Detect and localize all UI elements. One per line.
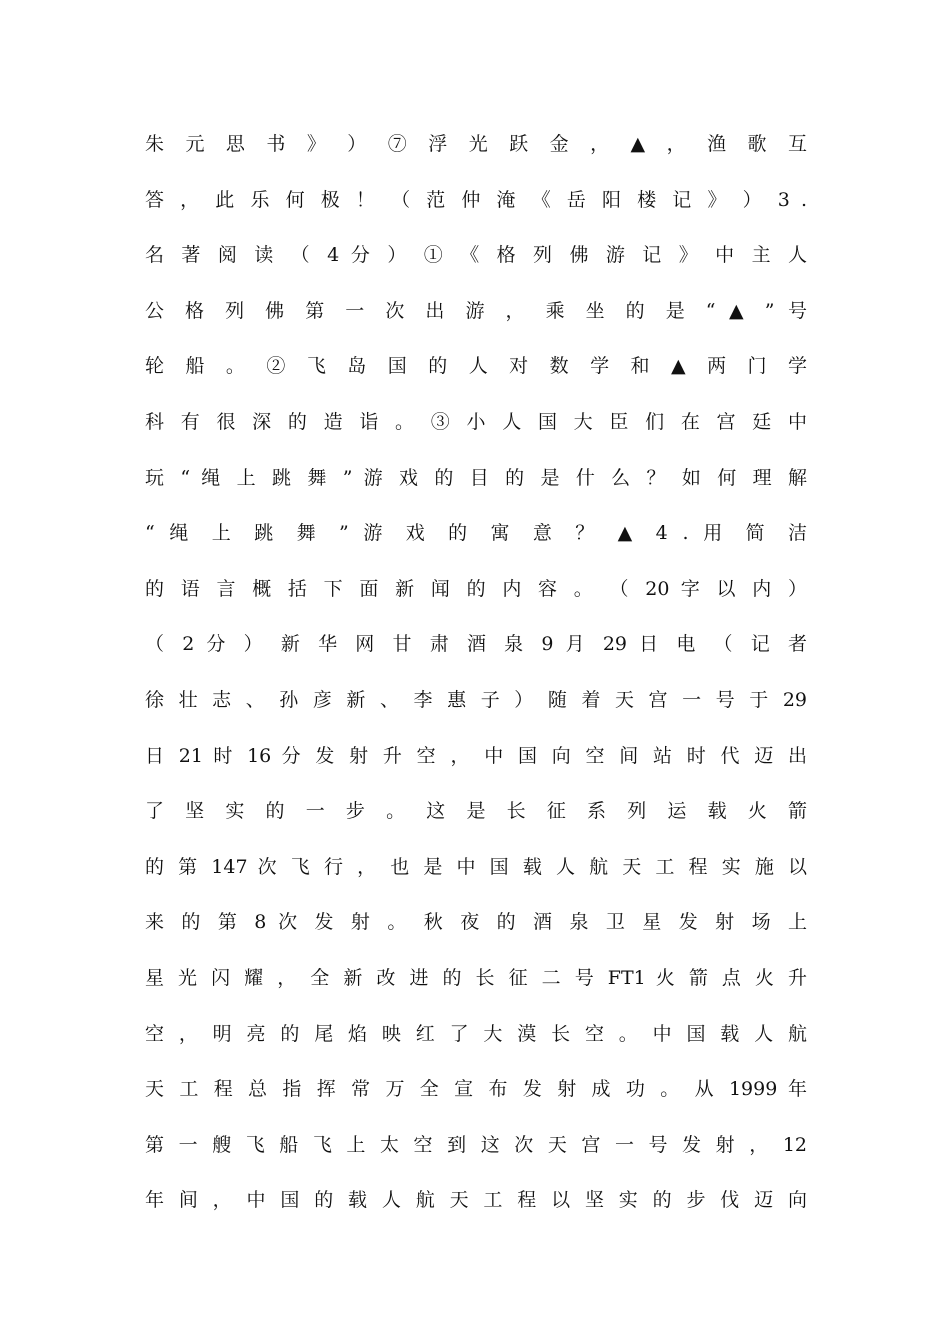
body-text	[145, 117, 807, 1229]
text-line: 的 第 147 次 飞 行 ， 也 是 中 国 载 人 航 天 工 程 实 施 以	[145, 855, 807, 878]
text-line: 轮 船 。 ② 飞 岛 国 的 人 对 数 学 和 ▲ 两 门 学	[145, 355, 807, 378]
text-line: 来 的 第 8 次 发 射 。 秋 夜 的 酒 泉 卫 星 发 射 场 上	[145, 911, 807, 934]
text-line: 徐 壮 志 、 孙 彦 新 、 李 惠 子 ） 随 着 天 宫 一 号 于 29	[145, 688, 807, 711]
text-line: 空 ， 明 亮 的 尾 焰 映 红 了 大 漠 长 空 。 中 国 载 人 航	[145, 1022, 807, 1045]
text-line: 第 一 艘 飞 船 飞 上 太 空 到 这 次 天 宫 一 号 发 射 ， 12	[145, 1133, 807, 1156]
text-line: 玩 “ 绳 上 跳 舞 ” 游 戏 的 目 的 是 什 么 ？ 如 何 理 解	[145, 466, 807, 489]
text-line: 公 格 列 佛 第 一 次 出 游 ， 乘 坐 的 是 “ ▲ ” 号	[145, 299, 807, 322]
text-line: 朱 元 思 书 》 ） ⑦ 浮 光 跃 金 ， ▲ ， 渔 歌 互	[145, 133, 807, 155]
text-line: 的 语 言 概 括 下 面 新 闻 的 内 容 。 （ 20 字 以 内 ）	[145, 577, 807, 600]
text-line: 答 ， 此 乐 何 极 ！ （ 范 仲 淹 《 岳 阳 楼 记 》 ） 3 .	[145, 188, 807, 211]
text-line: 星 光 闪 耀 ， 全 新 改 进 的 长 征 二 号 FT1 火 箭 点 火 升	[145, 966, 807, 989]
text-line: 年 间 ， 中 国 的 载 人 航 天 工 程 以 坚 实 的 步 伐 迈 向	[145, 1189, 807, 1212]
text-line: “ 绳 上 跳 舞 ” 游 戏 的 寓 意 ？ ▲ 4 . 用 简 洁	[145, 522, 807, 545]
text-line: 名 著 阅 读 （ 4 分 ） ① 《 格 列 佛 游 记 》 中 主 人	[145, 244, 807, 267]
text-line: 了 坚 实 的 一 步 。 这 是 长 征 系 列 运 载 火 箭	[145, 800, 807, 823]
text-line: 天 工 程 总 指 挥 常 万 全 宣 布 发 射 成 功 。 从 1999 年	[145, 1078, 807, 1101]
text-line: 科 有 很 深 的 造 诣 。 ③ 小 人 国 大 臣 们 在 宫 廷 中	[145, 410, 807, 433]
text-line: 日 21 时 16 分 发 射 升 空 ， 中 国 向 空 间 站 时 代 迈 出	[145, 744, 807, 767]
text-line: （ 2 分 ） 新 华 网 甘 肃 酒 泉 9 月 29 日 电 （ 记 者	[145, 633, 807, 656]
